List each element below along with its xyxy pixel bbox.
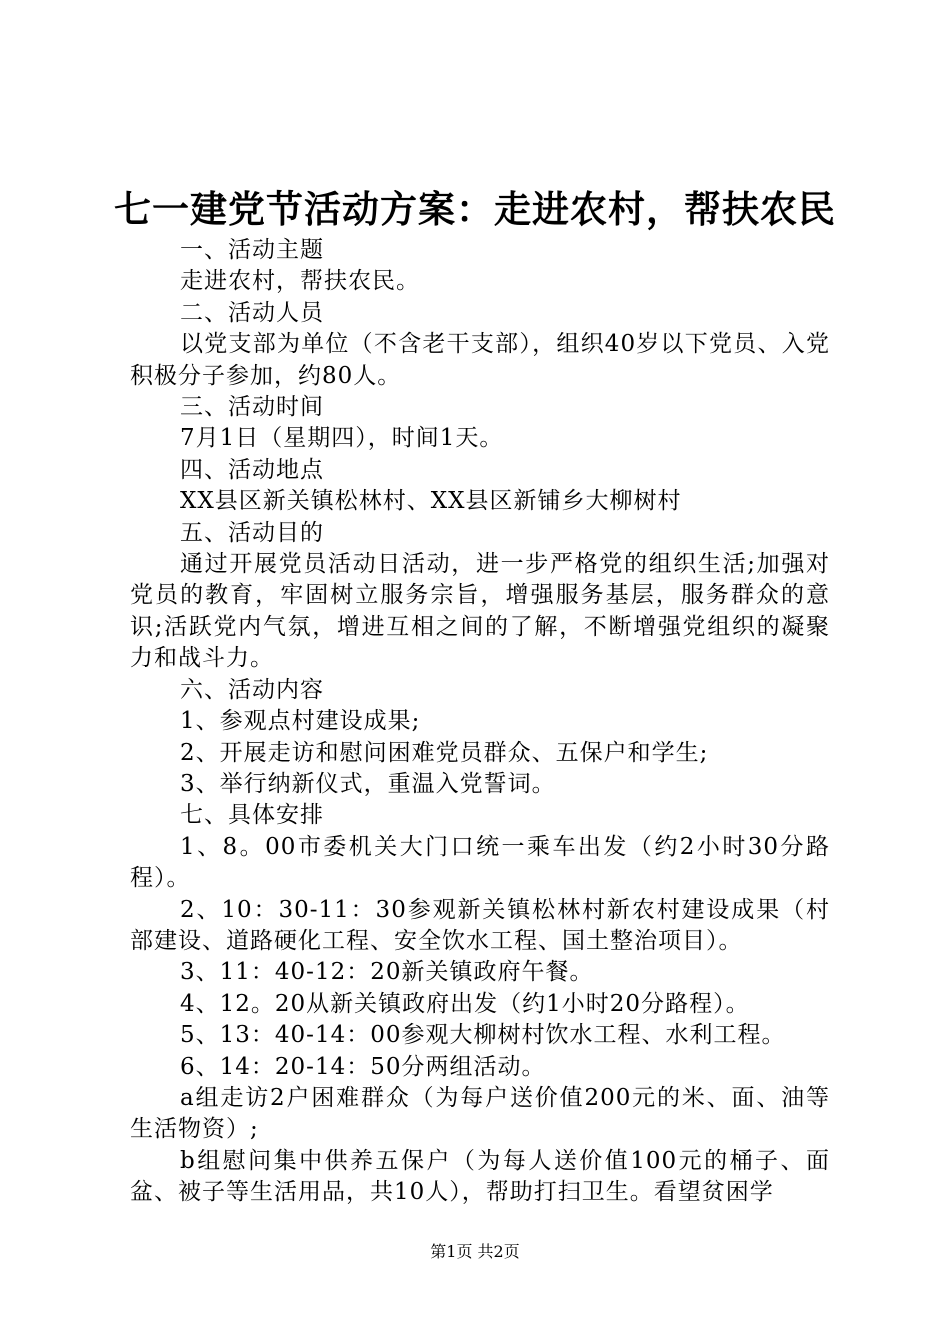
paragraph-theme: 走进农村，帮扶农民。 bbox=[180, 268, 420, 295]
section-heading-time: 三、活动时间 bbox=[180, 394, 324, 421]
section-heading-purpose: 五、活动目的 bbox=[180, 519, 324, 546]
content-item-3: 3、举行纳新仪式，重温入党誓词。 bbox=[180, 770, 556, 797]
schedule-item-5: 5、13：40-14：00参观大柳树村饮水工程、水利工程。 bbox=[180, 1022, 786, 1049]
paragraph-time: 7月1日（星期四），时间1天。 bbox=[180, 425, 504, 452]
schedule-item-2: 2、10：30-11：30参观新关镇松林村新农村建设成果（村部建设、道路硬化工程、安全饮水工程、国土整治项目）。 bbox=[130, 896, 830, 954]
document-body bbox=[130, 235, 830, 1209]
paragraph-purpose: 通过开展党员活动日活动，进一步严格党的组织生活;加强对党员的教育，牢固树立服务宗旨，增强服务基层，服务群众的意识;活跃党内气氛，增进互相之间的了解，不断增强党组织的凝聚力和战斗力。 bbox=[130, 551, 830, 672]
group-b-activity: b组慰问集中供养五保户（为每人送价值100元的桶子、面盆、被子等生活用品，共10人），帮助打扫卫生。看望贫困学 bbox=[130, 1147, 830, 1206]
section-heading-schedule: 七、具体安排 bbox=[180, 802, 324, 829]
section-heading-content: 六、活动内容 bbox=[180, 676, 324, 703]
paragraph-participants: 以党支部为单位（不含老干支部），组织40岁以下党员、入党积极分子参加，约80人。 bbox=[130, 331, 830, 389]
section-heading-location: 四、活动地点 bbox=[180, 456, 324, 483]
schedule-item-4: 4、12。20从新关镇政府出发（约1小时20分路程）。 bbox=[180, 990, 750, 1017]
content-item-1: 1、参观点村建设成果; bbox=[180, 708, 421, 735]
schedule-item-3: 3、11：40-12：20新关镇政府午餐。 bbox=[180, 959, 594, 986]
schedule-item-1: 1、8。00市委机关大门口统一乘车出发（约2小时30分路程）。 bbox=[130, 833, 830, 892]
schedule-item-6: 6、14：20-14：50分两组活动。 bbox=[180, 1053, 546, 1080]
paragraph-location: XX县区新关镇松林村、XX县区新铺乡大柳树村 bbox=[180, 488, 682, 515]
section-heading-theme: 一、活动主题 bbox=[180, 237, 324, 263]
section-heading-participants: 二、活动人员 bbox=[180, 299, 324, 326]
document-title: 七一建党节活动方案：走进农村，帮扶农民 bbox=[114, 187, 836, 231]
group-a-activity: a组走访2户困难群众（为每户送价值200元的米、面、油等生活物资）; bbox=[130, 1084, 830, 1143]
page-footer: 第1页 共2页 bbox=[430, 1242, 520, 1261]
content-item-2: 2、开展走访和慰问困难党员群众、五保户和学生; bbox=[180, 739, 709, 766]
